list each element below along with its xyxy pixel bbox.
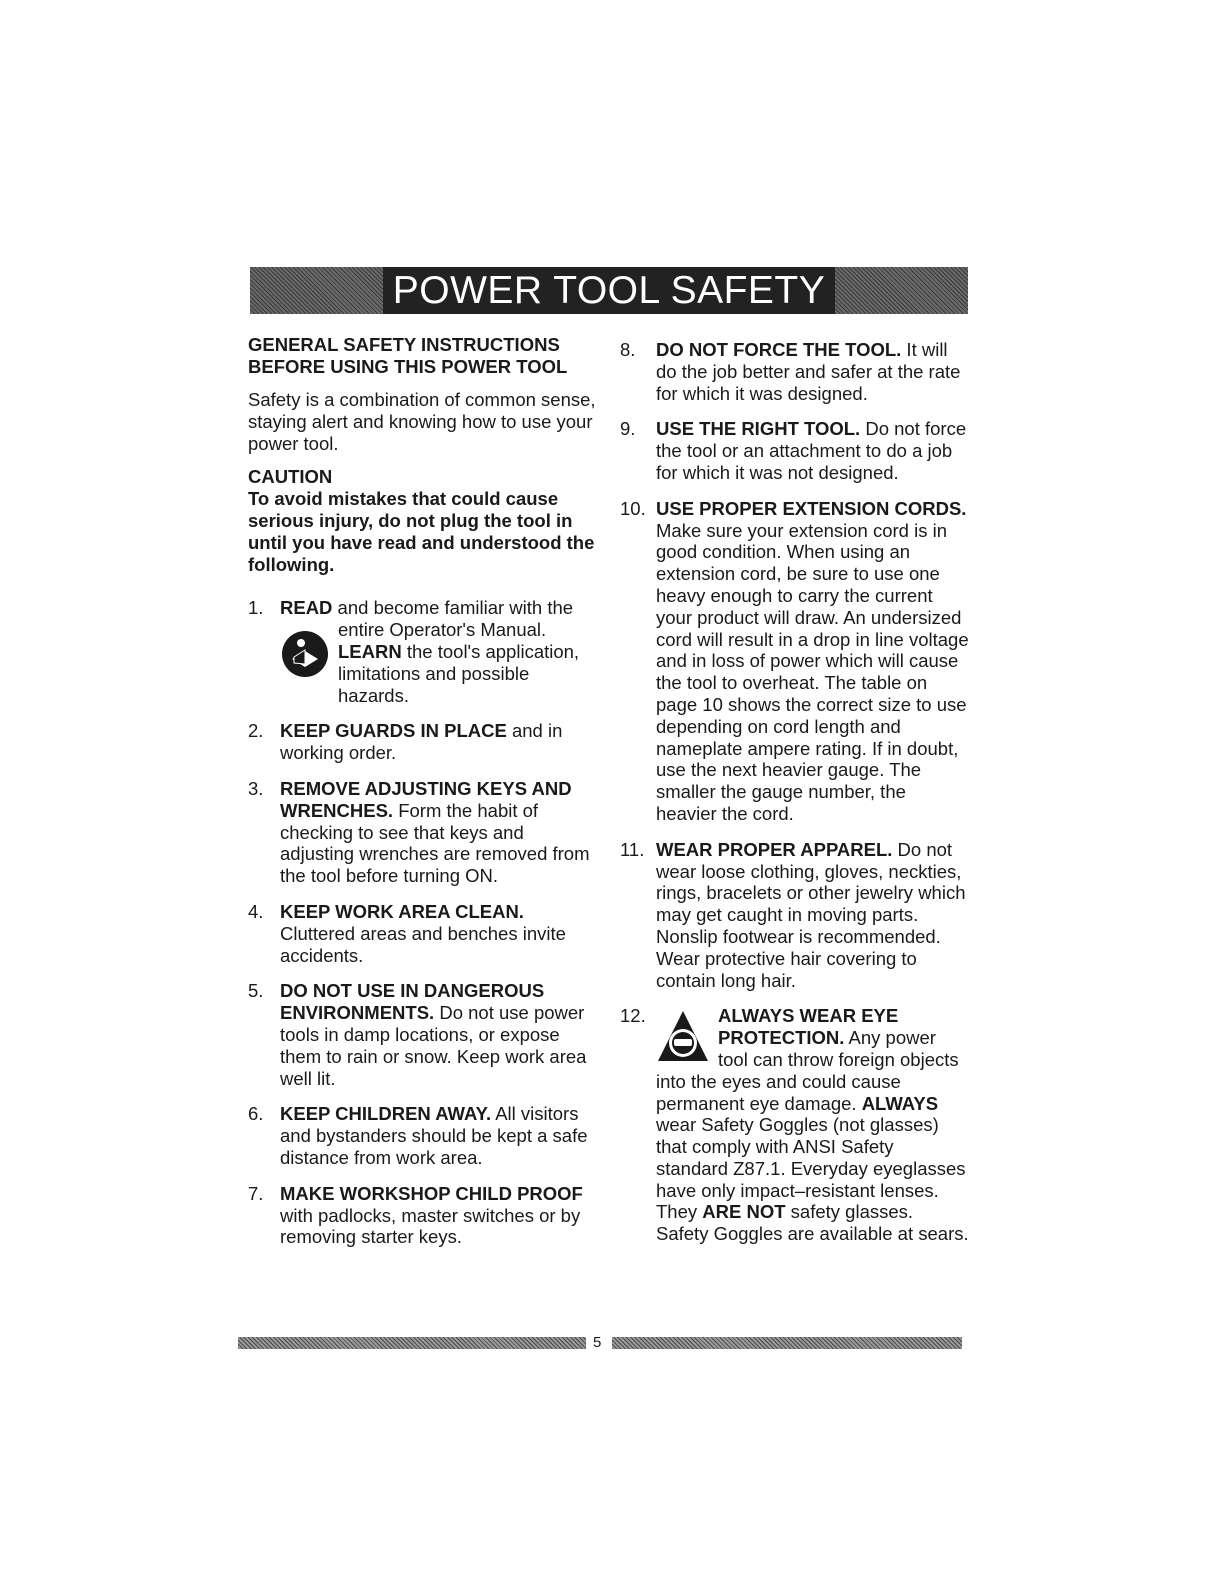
list-item [620,1005,970,1245]
item-number: 2. [248,720,264,742]
list-item [248,1183,598,1248]
safety-list-left [248,597,598,1248]
section-heading [248,334,598,377]
item-lead: REMOVE ADJUSTING KEYS AND WRENCHES. [280,777,572,821]
read-manual-icon [280,629,330,684]
item-number: 7. [248,1182,264,1204]
footer-rule-right [612,1337,962,1349]
item-lead-3: ARE NOT [702,1201,786,1223]
title-banner [250,267,968,314]
item-number: 1. [248,597,264,619]
section-heading-line-2: BEFORE USING THIS POWER TOOL [248,355,568,377]
item-text: Any power tool can throw foreign objects into the eyes and could cause permanent eye damage. [656,1027,959,1114]
intro-text: Safety is a combination of common sense, staying alert and knowing how to use your power tool. [248,389,596,454]
item-lead: READ [280,597,333,619]
item-text: with padlocks, master switches or by removing starter keys. [280,1204,581,1248]
page-title: POWER TOOL SAFETY [383,267,836,314]
item-text: All visitors and bystanders should be kept a safe distance from work area. [280,1103,588,1168]
item-number: 5. [248,980,264,1002]
list-item [248,720,598,764]
item-lead: DO NOT USE IN DANGEROUS ENVIRONMENTS. [280,980,545,1024]
page-number: 5 [593,1334,602,1351]
item-text: Do not force the tool or an attachment to do a job for which it was not designed. [656,418,967,483]
item-lead-2: ALWAYS [861,1092,939,1114]
item-text: Do not use power tools in damp locations, or expose them to rain or snow. Keep work area well lit. [280,1002,587,1089]
item-number: 10. [620,497,646,519]
item-lead: ALWAYS WEAR EYE PROTECTION. [718,1005,899,1049]
section-heading-line-1: GENERAL SAFETY INSTRUCTIONS [248,334,560,355]
list-item [248,980,598,1089]
item-lead: USE THE RIGHT TOOL. [656,418,861,440]
item-text: Form the habit of checking to see that keys and adjusting wrenches are removed from the tool before turning ON. [280,799,590,887]
item-lead: WEAR PROPER APPAREL. [656,838,893,860]
item-lead: KEEP CHILDREN AWAY. [280,1103,492,1125]
item-text: It will do the job better and safer at the rate for which it was designed. [656,339,961,404]
item-number: 9. [620,418,636,440]
safety-list-right [620,339,970,1245]
item-lead: KEEP WORK AREA CLEAN. [280,900,524,922]
item-lead: MAKE WORKSHOP CHILD PROOF [280,1182,583,1204]
item-text: Make sure your extension cord is in good condition. When using an extension cord, be sure to use one heavy enough to carry the current your product will draw. An undersized cord will result in a drop in line voltage and in loss of power which will cause the tool to overheat. The table on page 10 shows the correct size to use depending on cord length and nameplate ampere rating. If in doubt, use the next heavier gauge. The smaller the gauge number, the heavier the cord. [656,519,969,824]
right-column [620,339,970,1259]
item-lead-2: LEARN [338,640,402,662]
eye-protection-icon [656,1009,710,1068]
item-number: 8. [620,339,636,360]
item-lead: USE PROPER EXTENSION CORDS. [656,497,967,519]
list-item [248,778,598,887]
list-item [248,901,598,966]
list-item [248,597,598,706]
caution-title: CAUTION [248,466,333,488]
left-column [248,334,598,1262]
item-number: 3. [248,777,264,799]
item-lead: DO NOT FORCE THE TOOL. [656,339,902,360]
item-text-2: the tool's application, limitations and possible hazards. [338,640,580,706]
item-number: 12. [620,1005,646,1027]
item-text-2: wear Safety Goggles (not glasses) that comply with ANSI Safety standard Z87.1. Everyday eyeglasses have only impact–resistant lenses. They [656,1114,966,1223]
list-item [620,839,970,992]
list-item [620,498,970,825]
list-item [620,339,970,404]
item-number: 11. [620,838,645,860]
list-item [620,418,970,483]
list-item [248,1103,598,1168]
item-number: 6. [248,1103,264,1125]
item-text: and become familiar with the entire Operator's Manual. [332,597,574,641]
footer-rule-left [238,1337,586,1349]
item-text: and in working order. [280,720,563,764]
caution-body: To avoid mistakes that could cause serious injury, do not plug the tool in until you have read and understood the following. [248,488,595,575]
item-lead: KEEP GUARDS IN PLACE [280,720,507,742]
item-text: Do not wear loose clothing, gloves, neckties, rings, bracelets or other jewelry which may get caught in moving parts. Nonslip footwear is recommended. Wear protective hair covering to contain long hair. [656,838,966,991]
item-text-3: safety glasses. Safety Goggles are available at sears. [656,1201,969,1245]
item-text: Cluttered areas and benches invite accidents. [280,922,566,966]
item-number: 4. [248,900,264,922]
